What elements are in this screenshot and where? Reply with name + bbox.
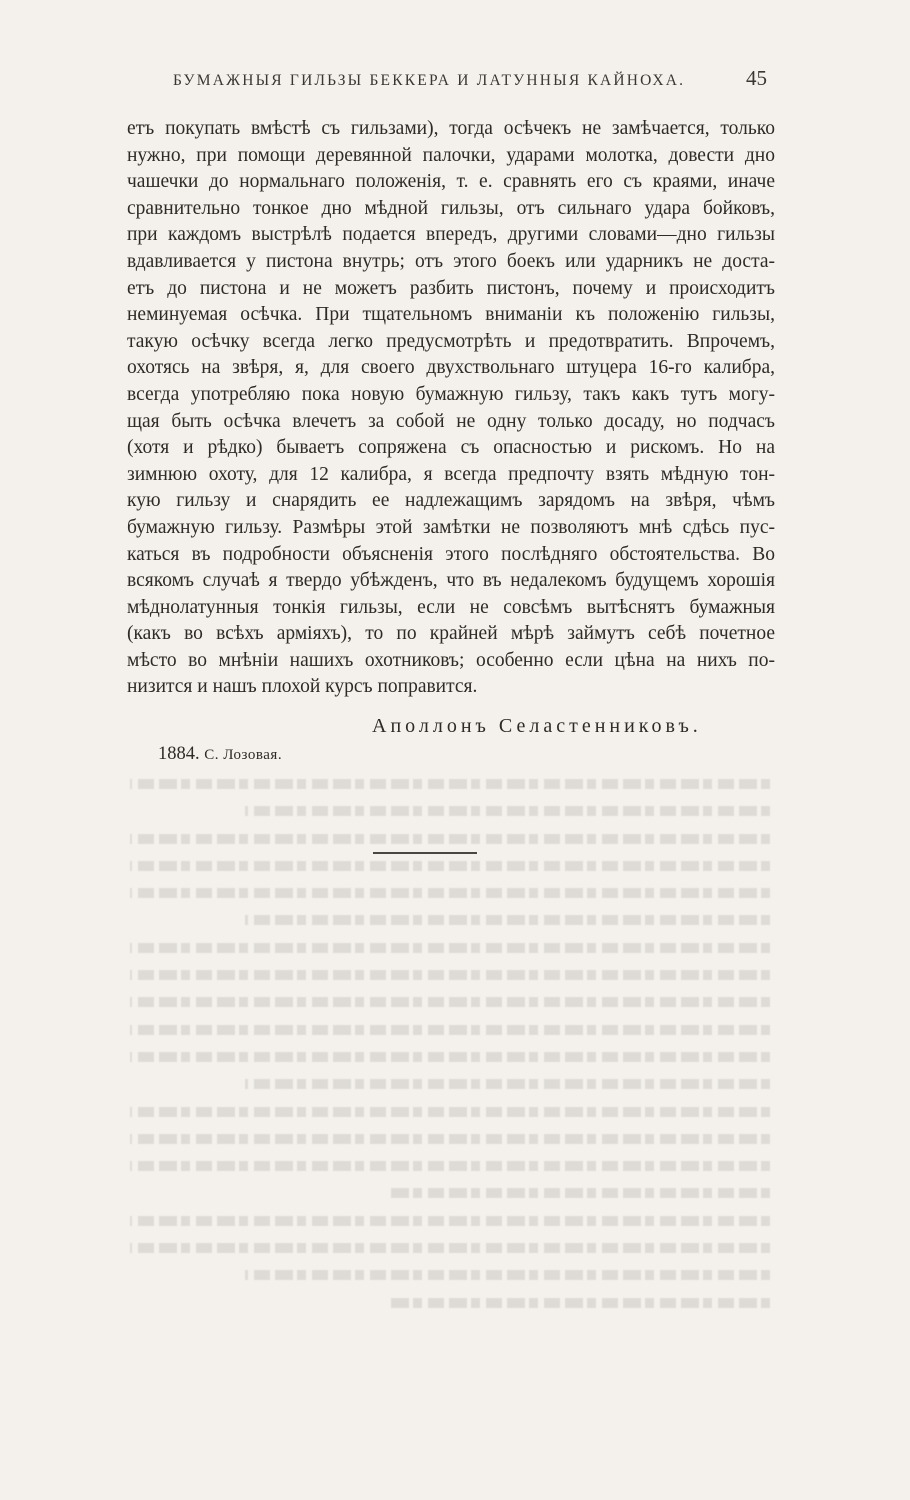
text-line: такую осѣчку всегда легко предусмотрѣть и предотвратить. Впрочемъ, bbox=[127, 330, 775, 352]
section-end-rule bbox=[373, 852, 477, 854]
running-title: БУМАЖНЫЯ ГИЛЬЗЫ БЕККЕРА И ЛАТУННЫЯ КАЙНОХА. bbox=[173, 72, 686, 89]
text-line: низится и нашъ плохой курсъ поправится. bbox=[127, 676, 478, 698]
text-line: вдавливается у пистона внутрь; отъ этого боекъ или ударникъ не доста- bbox=[127, 250, 775, 272]
text-line: етъ покупать вмѣстѣ съ гильзами), тогда осѣчекъ не замѣчается, только bbox=[127, 118, 775, 139]
text-line: всякомъ случаѣ я твердо убѣжденъ, что въ недалекомъ будущемъ хорошія bbox=[127, 570, 775, 592]
dateline bbox=[158, 744, 282, 765]
text-line: зимнюю охоту, для 12 калибра, я всегда предпочту взять мѣдную тон- bbox=[127, 463, 775, 485]
text-line: мѣднолатунныя тонкія гильзы, если не совсѣмъ вытѣснятъ бумажныя bbox=[127, 596, 775, 618]
text-line: кую гильзу и снарядить ее надлежащимъ зарядомъ на звѣря, чѣмъ bbox=[127, 490, 775, 512]
bleed-through-texture bbox=[130, 770, 770, 1310]
text-line: нужно, при помощи деревянной палочки, ударами молотка, довести дно bbox=[127, 144, 775, 166]
text-line: каться въ подробности объясненія этого послѣдняго обстоятельства. Во bbox=[127, 543, 775, 565]
body-paragraph bbox=[127, 116, 775, 701]
text-line: мѣсто во мнѣніи нашихъ охотниковъ; особенно если цѣна на нихъ по- bbox=[127, 649, 775, 671]
text-line: щая быть осѣчка влечетъ за собой не одну только досаду, но подчасъ bbox=[127, 410, 775, 432]
text-line: охотясь на звѣря, я, для своего двухствольнаго штуцера 16-го калибра, bbox=[127, 357, 775, 379]
text-line: при каждомъ выстрѣлѣ подается впередъ, другими словами—дно гильзы bbox=[127, 224, 775, 246]
text-line: (хотя и рѣдко) бываетъ сопряжена съ опасностью и рискомъ. Но на bbox=[127, 437, 775, 459]
text-line: неминуемая осѣчка. При тщательномъ вниманіи къ положенію гильзы, bbox=[127, 304, 775, 326]
text-line: етъ до пистона и не можетъ разбить пистонъ, почему и происходитъ bbox=[127, 277, 775, 299]
running-header bbox=[0, 66, 910, 100]
text-line: сравнительно тонкое дно мѣдной гильзы, отъ сильнаго удара бойковъ, bbox=[127, 197, 775, 219]
page-number: 45 bbox=[746, 66, 767, 90]
text-line: всегда употребляю пока новую бумажную гильзу, такъ какъ тутъ могу- bbox=[127, 383, 775, 405]
text-line: чашечки до нормальнаго положенія, т. е. сравнять его съ краями, иначе bbox=[127, 171, 775, 193]
dateline-place: С. Лозовая. bbox=[204, 747, 283, 763]
dateline-year: 1884. bbox=[158, 744, 200, 764]
text-line: (какъ во всѣхъ арміяхъ), то по крайней мѣрѣ займутъ себѣ почетное bbox=[127, 623, 775, 645]
author-signature: Аполлонъ Селастенниковъ. bbox=[372, 715, 702, 737]
text-line: бумажную гильзу. Размѣры этой замѣтки не позволяютъ мнѣ сдѣсь пус- bbox=[127, 516, 775, 538]
